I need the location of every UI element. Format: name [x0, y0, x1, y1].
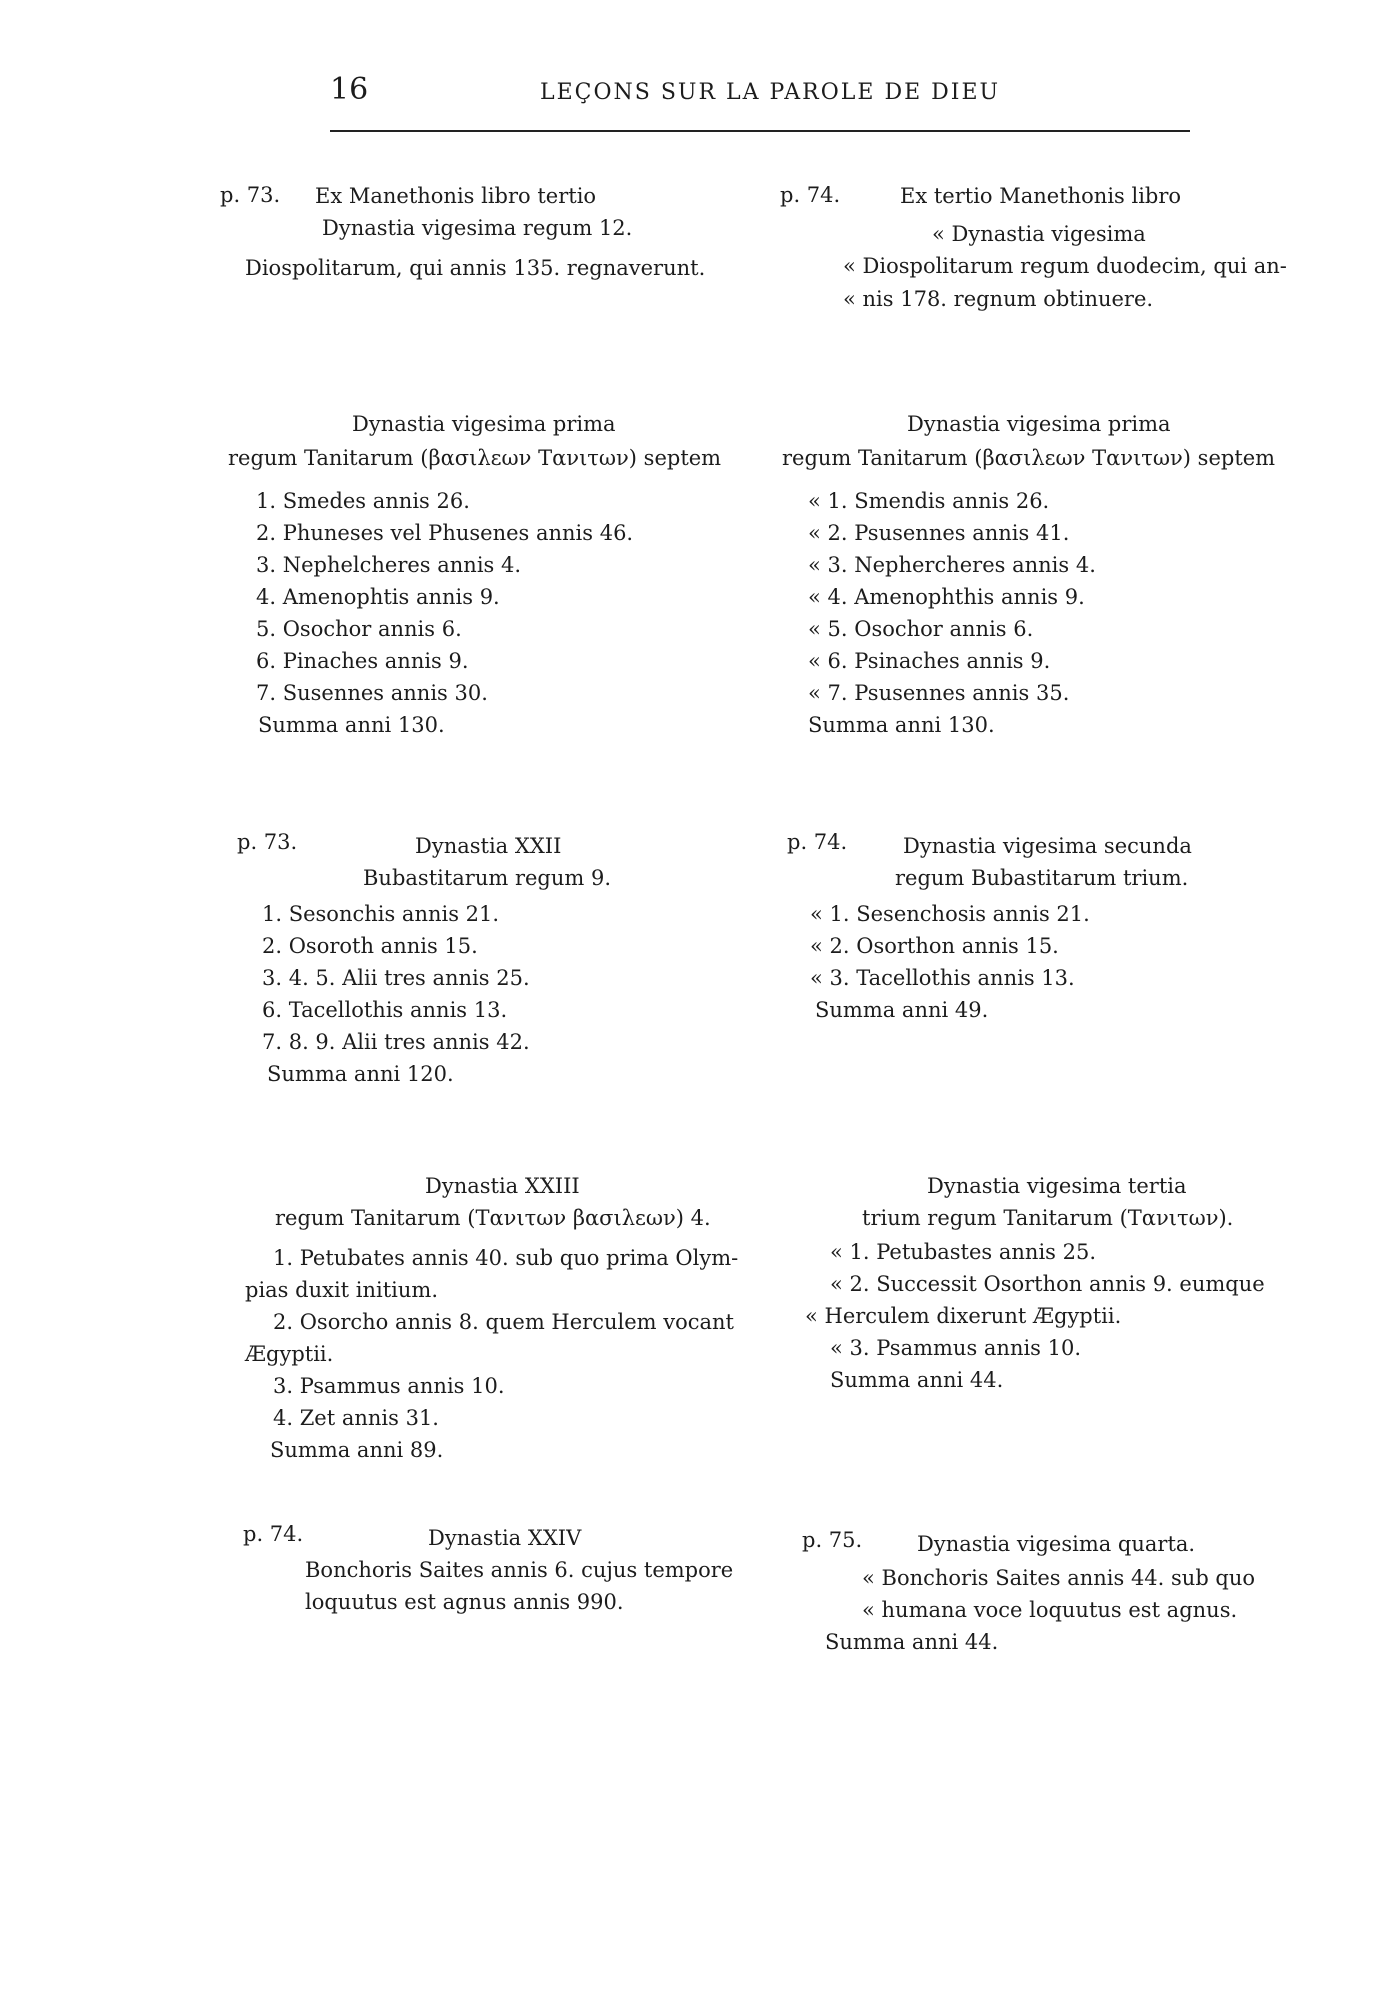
text-line: pias duxit initium.: [245, 1278, 438, 1302]
list-item: 2. Osoroth annis 15.: [262, 934, 478, 958]
text-line: Diospolitarum, qui annis 135. regnaverunt.: [245, 256, 706, 280]
text-line: regum Tanitarum (Τανιτων βασιλεων) 4.: [275, 1206, 711, 1230]
summa-line: Summa anni 44.: [825, 1630, 999, 1654]
text-line: Bonchoris Saites annis 6. cujus tempore: [305, 1558, 734, 1582]
list-item: 5. Osochor annis 6.: [256, 617, 462, 641]
dynasty-title: Dynastia XXIII: [425, 1174, 580, 1198]
running-title: LEÇONS SUR LA PAROLE DE DIEU: [540, 80, 1001, 105]
header-rule: [330, 130, 1190, 132]
list-item: « 2. Successit Osorthon annis 9. eumque: [830, 1272, 1265, 1296]
text-line: Bubastitarum regum 9.: [363, 866, 612, 890]
summa-line: Summa anni 120.: [267, 1062, 454, 1086]
summa-line: Summa anni 44.: [830, 1368, 1004, 1392]
list-item: « 1. Sesenchosis annis 21.: [810, 902, 1090, 926]
text-line: « Dynastia vigesima: [932, 222, 1146, 246]
list-item: 3. Nephelcheres annis 4.: [256, 553, 522, 577]
page-number: 16: [330, 72, 369, 107]
list-item: 1. Sesonchis annis 21.: [262, 902, 500, 926]
list-item: « 1. Smendis annis 26.: [808, 489, 1050, 513]
page-ref: p. 73.: [220, 183, 281, 207]
text-line: Dynastia vigesima regum 12.: [322, 216, 633, 240]
list-item: « 7. Psusennes annis 35.: [808, 681, 1070, 705]
list-item: 6. Pinaches annis 9.: [256, 649, 469, 673]
list-item: 3. 4. 5. Alii tres annis 25.: [262, 966, 530, 990]
summa-line: Summa anni 89.: [270, 1438, 444, 1462]
text-line: « nis 178. regnum obtinuere.: [843, 287, 1154, 311]
list-item: « 5. Osochor annis 6.: [808, 617, 1034, 641]
dynasty-title: Dynastia vigesima prima: [907, 412, 1171, 436]
page-ref: p. 73.: [237, 830, 298, 854]
list-item: 7. 8. 9. Alii tres annis 42.: [262, 1030, 530, 1054]
list-item: « 3. Psammus annis 10.: [830, 1336, 1082, 1360]
page-ref: p. 74.: [780, 183, 841, 207]
text-line: regum Bubastitarum trium.: [895, 866, 1189, 890]
list-item: « 6. Psinaches annis 9.: [808, 649, 1051, 673]
text-line: regum Tanitarum (βασιλεων Τανιτων) septem: [228, 446, 722, 470]
text-line: « Bonchoris Saites annis 44. sub quo: [862, 1566, 1256, 1590]
dynasty-title: Dynastia XXII: [415, 834, 562, 858]
list-item: « 3. Tacellothis annis 13.: [810, 966, 1075, 990]
text-line: trium regum Tanitarum (Τανιτων).: [862, 1206, 1234, 1230]
text-line: Ægyptii.: [245, 1342, 334, 1366]
summa-line: Summa anni 49.: [815, 998, 989, 1022]
list-item: 4. Zet annis 31.: [273, 1406, 439, 1430]
list-item: 4. Amenophtis annis 9.: [256, 585, 500, 609]
page-ref: p. 74.: [243, 1522, 304, 1546]
dynasty-title: Dynastia XXIV: [428, 1526, 582, 1550]
text-line: « Herculem dixerunt Ægyptii.: [805, 1304, 1122, 1328]
text-line: Ex Manethonis libro tertio: [315, 184, 597, 208]
dynasty-title: Dynastia vigesima quarta.: [917, 1532, 1196, 1556]
list-item: 2. Phuneses vel Phusenes annis 46.: [256, 521, 634, 545]
list-item: « 4. Amenophthis annis 9.: [808, 585, 1085, 609]
page-ref: p. 74.: [787, 830, 848, 854]
text-line: « humana voce loquutus est agnus.: [862, 1598, 1238, 1622]
list-item: 1. Petubates annis 40. sub quo prima Olym-: [273, 1246, 739, 1270]
summa-line: Summa anni 130.: [808, 713, 995, 737]
list-item: « 2. Osorthon annis 15.: [810, 934, 1059, 958]
list-item: 2. Osorcho annis 8. quem Herculem vocant: [273, 1310, 734, 1334]
list-item: 3. Psammus annis 10.: [273, 1374, 505, 1398]
page-ref: p. 75.: [802, 1528, 863, 1552]
list-item: 1. Smedes annis 26.: [256, 489, 470, 513]
list-item: 6. Tacellothis annis 13.: [262, 998, 508, 1022]
text-line: Ex tertio Manethonis libro: [900, 184, 1182, 208]
dynasty-title: Dynastia vigesima secunda: [903, 834, 1192, 858]
list-item: « 3. Nephercheres annis 4.: [808, 553, 1096, 577]
text-line: loquutus est agnus annis 990.: [305, 1590, 624, 1614]
dynasty-title: Dynastia vigesima tertia: [927, 1174, 1187, 1198]
text-line: regum Tanitarum (βασιλεων Τανιτων) septem: [782, 446, 1276, 470]
summa-line: Summa anni 130.: [258, 713, 445, 737]
list-item: « 1. Petubastes annis 25.: [830, 1240, 1097, 1264]
text-line: « Diospolitarum regum duodecim, qui an-: [843, 254, 1287, 278]
dynasty-title: Dynastia vigesima prima: [352, 412, 616, 436]
list-item: 7. Susennes annis 30.: [256, 681, 488, 705]
list-item: « 2. Psusennes annis 41.: [808, 521, 1070, 545]
